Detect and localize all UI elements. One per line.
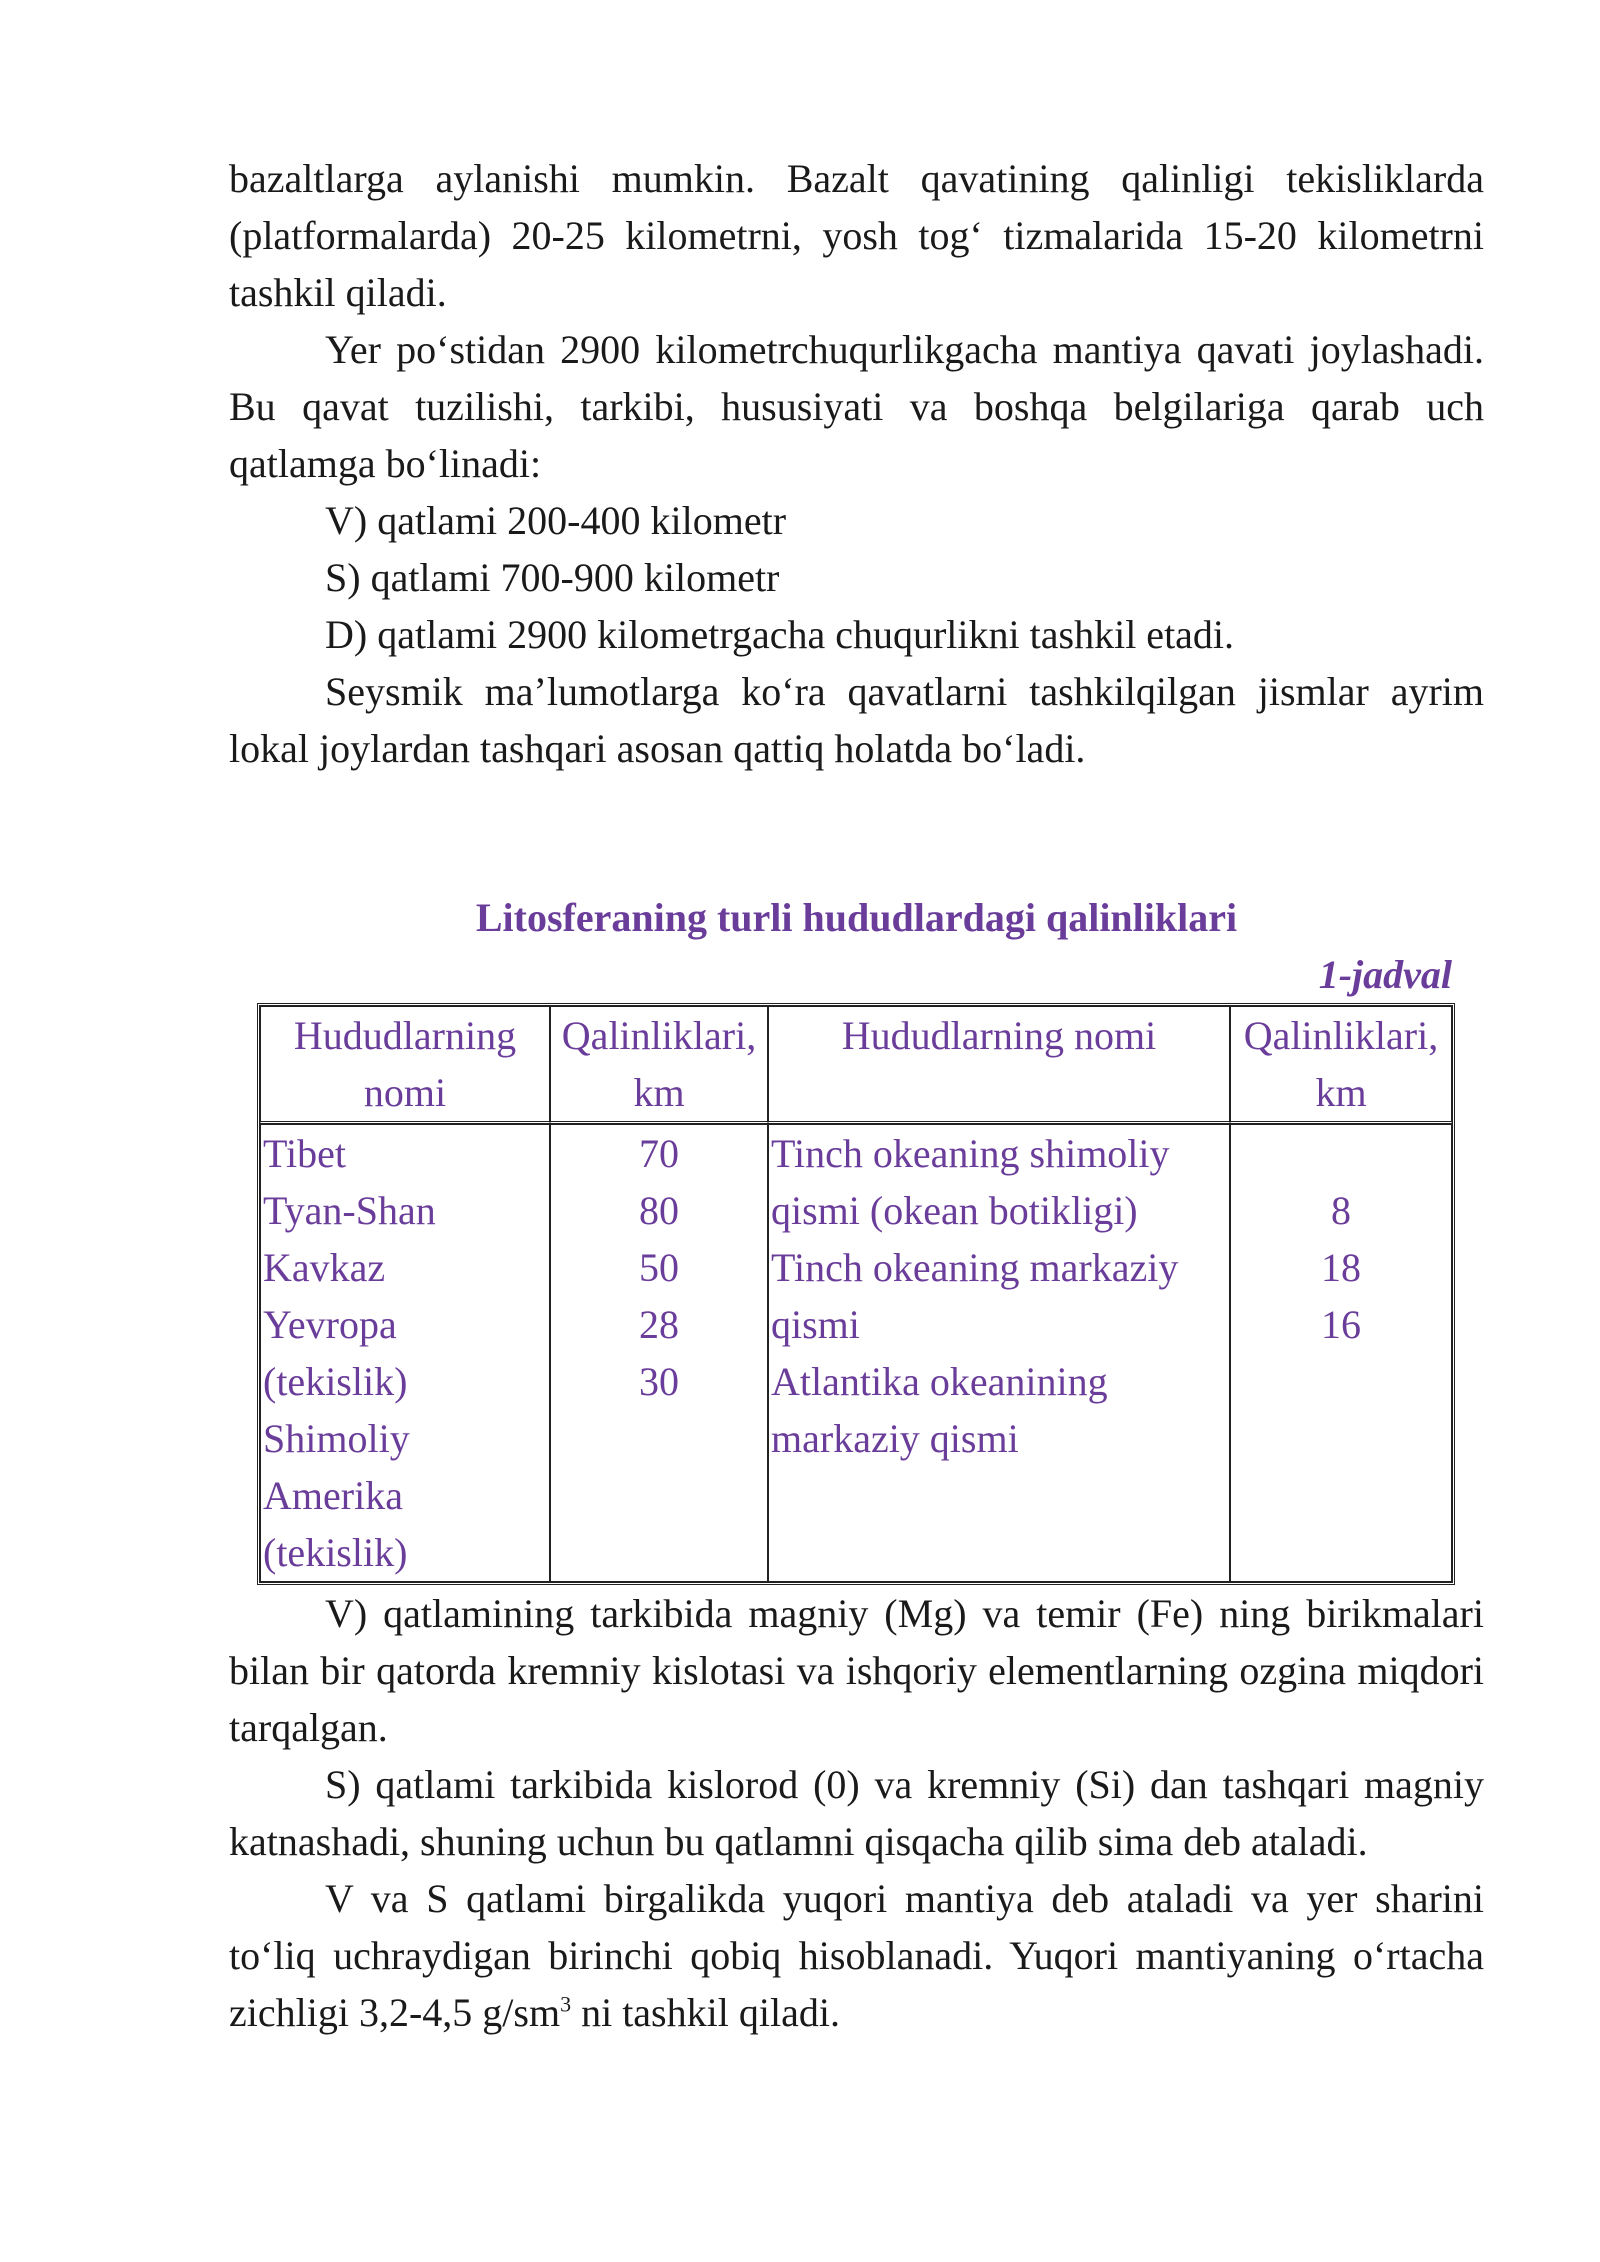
header-thickness-left: Qalinliklari, km [550, 1006, 768, 1124]
table-row [260, 1124, 1452, 1582]
value-atlantic-central: 16 [1321, 1302, 1361, 1347]
superscript-3: 3 [560, 1991, 572, 2017]
table-label: 1-jadval [1318, 952, 1452, 997]
header-region-name-left: Hududlarning nomi [260, 1006, 550, 1124]
table-title: Litosferaning turli hududlardagi qalinliklari [475, 895, 1238, 940]
value-tibet: 70 [639, 1131, 679, 1176]
right-regions-cell [768, 1124, 1230, 1582]
region-pacific-central: Tinch okeaning markaziy qismi [771, 1245, 1179, 1347]
region-atlantic-central: Atlantika okeanining markaziy qismi [771, 1359, 1108, 1461]
paragraph-mantle: Yer po‘stidan 2900 kilometrchuqurlikgacha mantiya qavati joylashadi. Bu qavat tuzilishi, tarkibi, hususiyati va boshqa belgilariga qarab uch qatlamga bo‘linadi: [229, 327, 1484, 486]
paragraph-upper-mantle [229, 1870, 1484, 2041]
document-page [229, 150, 1484, 2041]
list-item-d-layer: D) qatlami 2900 kilometrgacha chuqurlikni tashkil etadi. [325, 612, 1235, 657]
value-pacific-central: 18 [1321, 1245, 1361, 1290]
upper-mantle-tail: ni tashkil qiladi. [571, 1990, 840, 2035]
lithosphere-thickness-table [257, 1003, 1455, 1585]
value-tyan-shan: 80 [639, 1188, 679, 1233]
value-pacific-north: 8 [1331, 1188, 1351, 1233]
region-tyan-shan: Tyan-Shan [263, 1188, 436, 1233]
header-region-name-right: Hududlarning nomi [768, 1006, 1230, 1124]
region-tibet: Tibet [263, 1131, 347, 1176]
left-values-cell [550, 1124, 768, 1582]
spacer [1233, 1125, 1449, 1182]
paragraph-v-layer-composition: V) qatlamining tarkibida magniy (Mg) va temir (Fe) ning birikmalari bilan bir qatorda kremniy kislotasi va ishqoriy elementlarning ozgina miqdori tarqalgan. [229, 1591, 1484, 1750]
list-item-s-layer: S) qatlami 700-900 kilometr [325, 555, 780, 600]
paragraph-seismic: Seysmik ma’lumotlarga ko‘ra qavatlarni tashkilqilgan jismlar ayrim lokal joylardan tashqari asosan qattiq holatda bo‘ladi. [229, 669, 1484, 771]
value-kavkaz: 50 [639, 1245, 679, 1290]
table-header-row [260, 1006, 1452, 1124]
paragraph-basalt: bazaltlarga aylanishi mumkin. Bazalt qavatining qalinligi tekisliklarda (platformalarda) 20-25 kilometrni, yosh tog‘ tizmalarida 15-20 kilometrni tashkil qiladi. [229, 156, 1484, 315]
list-item-v-layer: V) qatlami 200-400 kilometr [325, 498, 787, 543]
region-shimoliy-amerika: Shimoliy Amerika (tekislik) [263, 1416, 410, 1575]
value-yevropa: 28 [639, 1302, 679, 1347]
region-yevropa: Yevropa (tekislik) [263, 1302, 408, 1404]
region-pacific-north: Tinch okeaning shimoliy qismi (okean botikligi) [771, 1131, 1170, 1233]
left-regions-cell [260, 1124, 550, 1582]
upper-mantle-text: V va S qatlami birgalikda yuqori mantiya deb ataladi va yer sharini to‘liq uchraydigan birinchi qobiq hisoblanadi. Yuqori mantiyaning o‘rtacha zichligi 3,2-4,5 g/sm [229, 1876, 1484, 2035]
value-shimoliy-amerika: 30 [639, 1359, 679, 1404]
region-kavkaz: Kavkaz [263, 1245, 386, 1290]
paragraph-s-layer-composition: S) qatlami tarkibida kislorod (0) va kremniy (Si) dan tashqari magniy katnashadi, shuning uchun bu qatlamni qisqacha qilib sima deb ataladi. [229, 1762, 1484, 1864]
header-thickness-right: Qalinliklari, km [1230, 1006, 1452, 1124]
right-values-cell [1230, 1124, 1452, 1582]
